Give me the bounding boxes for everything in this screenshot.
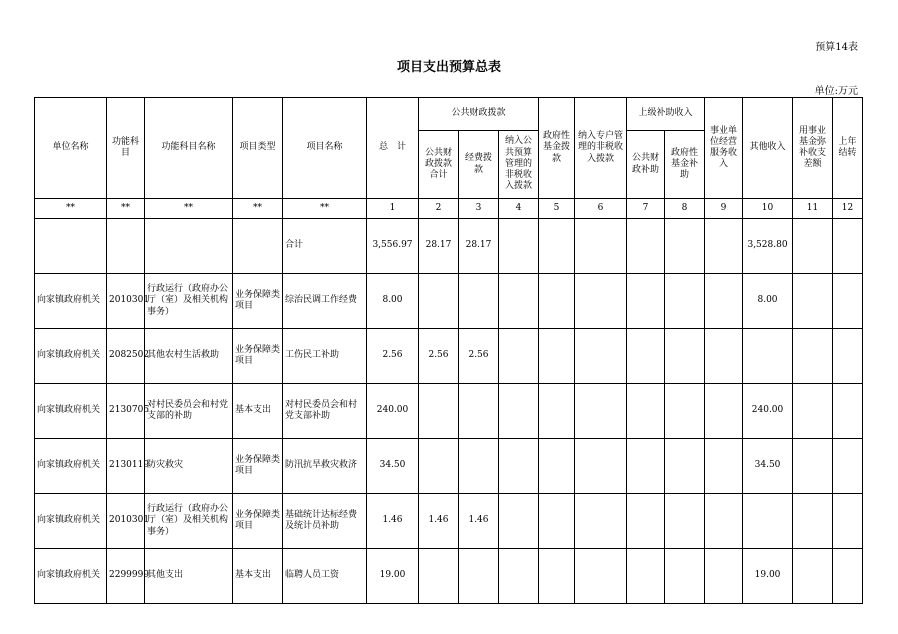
cell-type: 基本支出 — [233, 549, 283, 604]
header-public-finance: 公共财政拨款 — [419, 98, 539, 131]
total-row — [35, 219, 863, 274]
cell-total: 8.00 — [367, 274, 419, 329]
cell-empty — [793, 549, 833, 604]
cell-empty — [627, 549, 665, 604]
total-funding: 28.17 — [459, 219, 499, 274]
table-row — [35, 384, 863, 439]
cell-empty — [499, 274, 539, 329]
cell-empty — [539, 329, 575, 384]
col-number: 8 — [665, 199, 705, 219]
col-number: 9 — [705, 199, 743, 219]
header-total: 总 计 — [367, 98, 419, 199]
cell-other: 8.00 — [743, 274, 793, 329]
cell-unit: 向家镇政府机关 — [35, 384, 107, 439]
cell-empty — [627, 329, 665, 384]
cell-empty — [499, 384, 539, 439]
unit-label: 单位:万元 — [814, 86, 858, 97]
cell-empty — [833, 329, 863, 384]
cell-code: 2299999 — [107, 549, 145, 604]
header-unit-name: 单位名称 — [35, 98, 107, 199]
cell-empty — [665, 549, 705, 604]
cell-empty — [793, 384, 833, 439]
cell-empty — [833, 274, 863, 329]
header-gov-fund: 政府性基金拨款 — [539, 98, 575, 199]
cell-name: 基础统计达标经费及统计员补助 — [283, 494, 367, 549]
cell-funding — [459, 549, 499, 604]
cell-empty — [793, 494, 833, 549]
cell-empty — [833, 549, 863, 604]
cell-total: 240.00 — [367, 384, 419, 439]
budget-table — [34, 97, 863, 604]
cell-code: 2130705 — [107, 384, 145, 439]
cell-total: 19.00 — [367, 549, 419, 604]
header-public-finance-total: 公共财政拨款合计 — [419, 131, 459, 199]
cell-empty — [575, 384, 627, 439]
cell-code: 2010301 — [107, 494, 145, 549]
cell-empty — [539, 549, 575, 604]
cell-empty — [539, 439, 575, 494]
cell-name: 对村民委员会和村党支部补助 — [283, 384, 367, 439]
cell-empty — [665, 384, 705, 439]
cell-unit: 向家镇政府机关 — [35, 439, 107, 494]
cell-public-total — [419, 549, 459, 604]
cell-empty — [539, 274, 575, 329]
cell-func: 行政运行（政府办公厅（室）及相关机构事务） — [145, 494, 233, 549]
cell-func: 对村民委员会和村党支部的补助 — [145, 384, 233, 439]
header-special-nontax: 纳入专户管理的非税收入拨款 — [575, 98, 627, 199]
col-number: 5 — [539, 199, 575, 219]
cell-empty — [833, 439, 863, 494]
col-number: 10 — [743, 199, 793, 219]
cell-name: 防汛抗旱救灾救济 — [283, 439, 367, 494]
header-fund-balance: 用事业基金弥补收支差额 — [793, 98, 833, 199]
cell-other: 34.50 — [743, 439, 793, 494]
cell-total: 1.46 — [367, 494, 419, 549]
cell-unit: 向家镇政府机关 — [35, 329, 107, 384]
cell-type: 基本支出 — [233, 384, 283, 439]
cell-total: 2.56 — [367, 329, 419, 384]
cell-empty — [627, 274, 665, 329]
header-other-income: 其他收入 — [743, 98, 793, 199]
cell-name: 综治民调工作经费 — [283, 274, 367, 329]
col-number: 1 — [367, 199, 419, 219]
cell-unit: 向家镇政府机关 — [35, 549, 107, 604]
page-title: 项目支出预算总表 — [396, 60, 501, 75]
cell-empty — [575, 329, 627, 384]
table-row — [35, 549, 863, 604]
cell-public-total — [419, 274, 459, 329]
cell-empty — [499, 549, 539, 604]
cell-public-total: 2.56 — [419, 329, 459, 384]
header-public-budget-nontax: 纳入公共预算管理的非税收入拨款 — [499, 131, 539, 199]
cell-empty — [793, 274, 833, 329]
col-number: 4 — [499, 199, 539, 219]
cell-empty — [575, 439, 627, 494]
header-func-name: 功能科目名称 — [145, 98, 233, 199]
marker-cell: ** — [283, 199, 367, 219]
cell-empty — [705, 384, 743, 439]
header-funding: 经费拨款 — [459, 131, 499, 199]
cell-funding — [459, 274, 499, 329]
cell-empty — [499, 329, 539, 384]
cell-name: 工伤民工补助 — [283, 329, 367, 384]
cell-other: 19.00 — [743, 549, 793, 604]
cell-empty — [833, 494, 863, 549]
col-number: 3 — [459, 199, 499, 219]
header-superior-subsidy: 上级补助收入 — [627, 98, 705, 131]
cell-type: 业务保障类项目 — [233, 439, 283, 494]
header-last-year: 上年结转 — [833, 98, 863, 199]
total-public: 28.17 — [419, 219, 459, 274]
cell-empty — [705, 274, 743, 329]
cell-public-total: 1.46 — [419, 494, 459, 549]
cell-other — [743, 494, 793, 549]
header-proj-name: 项目名称 — [283, 98, 367, 199]
cell-funding: 2.56 — [459, 329, 499, 384]
cell-total: 34.50 — [367, 439, 419, 494]
header-superior-gov-fund: 政府性基金补助 — [665, 131, 705, 199]
cell-empty — [793, 329, 833, 384]
table-row — [35, 494, 863, 549]
cell-code: 2010301 — [107, 274, 145, 329]
table-number-label: 预算14表 — [815, 42, 858, 53]
total-label: 合计 — [283, 219, 367, 274]
table-row — [35, 439, 863, 494]
marker-cell: ** — [35, 199, 107, 219]
cell-type: 业务保障类项目 — [233, 274, 283, 329]
cell-func: 行政运行（政府办公厅（室）及相关机构事务） — [145, 274, 233, 329]
col-number: 2 — [419, 199, 459, 219]
cell-empty — [705, 549, 743, 604]
cell-empty — [627, 494, 665, 549]
cell-func: 防灾救灾 — [145, 439, 233, 494]
cell-empty — [705, 439, 743, 494]
cell-empty — [665, 329, 705, 384]
cell-empty — [539, 494, 575, 549]
cell-name: 临聘人员工资 — [283, 549, 367, 604]
marker-cell: ** — [233, 199, 283, 219]
cell-empty — [575, 494, 627, 549]
cell-unit: 向家镇政府机关 — [35, 274, 107, 329]
col-number: 12 — [833, 199, 863, 219]
header-func-code: 功能科目 — [107, 98, 145, 199]
cell-type: 业务保障类项目 — [233, 494, 283, 549]
cell-empty — [575, 274, 627, 329]
cell-empty — [539, 384, 575, 439]
cell-empty — [499, 439, 539, 494]
col-number: 6 — [575, 199, 627, 219]
cell-empty — [705, 329, 743, 384]
cell-empty — [793, 439, 833, 494]
cell-code: 2082502 — [107, 329, 145, 384]
cell-public-total — [419, 384, 459, 439]
cell-other: 240.00 — [743, 384, 793, 439]
cell-funding — [459, 384, 499, 439]
col-number: 11 — [793, 199, 833, 219]
cell-type: 业务保障类项目 — [233, 329, 283, 384]
header-business-income: 事业单位经营服务收入 — [705, 98, 743, 199]
table-row — [35, 329, 863, 384]
total-other: 3,528.80 — [743, 219, 793, 274]
cell-empty — [705, 494, 743, 549]
cell-empty — [575, 549, 627, 604]
cell-funding: 1.46 — [459, 494, 499, 549]
cell-other — [743, 329, 793, 384]
cell-unit: 向家镇政府机关 — [35, 494, 107, 549]
header-proj-type: 项目类型 — [233, 98, 283, 199]
marker-cell: ** — [107, 199, 145, 219]
cell-funding — [459, 439, 499, 494]
cell-empty — [665, 274, 705, 329]
cell-empty — [627, 384, 665, 439]
cell-empty — [499, 494, 539, 549]
cell-public-total — [419, 439, 459, 494]
cell-empty — [665, 439, 705, 494]
cell-code: 2130119 — [107, 439, 145, 494]
cell-func: 其他农村生活救助 — [145, 329, 233, 384]
cell-empty — [665, 494, 705, 549]
cell-empty — [833, 384, 863, 439]
header-superior-public: 公共财政补助 — [627, 131, 665, 199]
table-row — [35, 274, 863, 329]
col-number: 7 — [627, 199, 665, 219]
total-value: 3,556.97 — [367, 219, 419, 274]
cell-func: 其他支出 — [145, 549, 233, 604]
marker-cell: ** — [145, 199, 233, 219]
cell-empty — [627, 439, 665, 494]
